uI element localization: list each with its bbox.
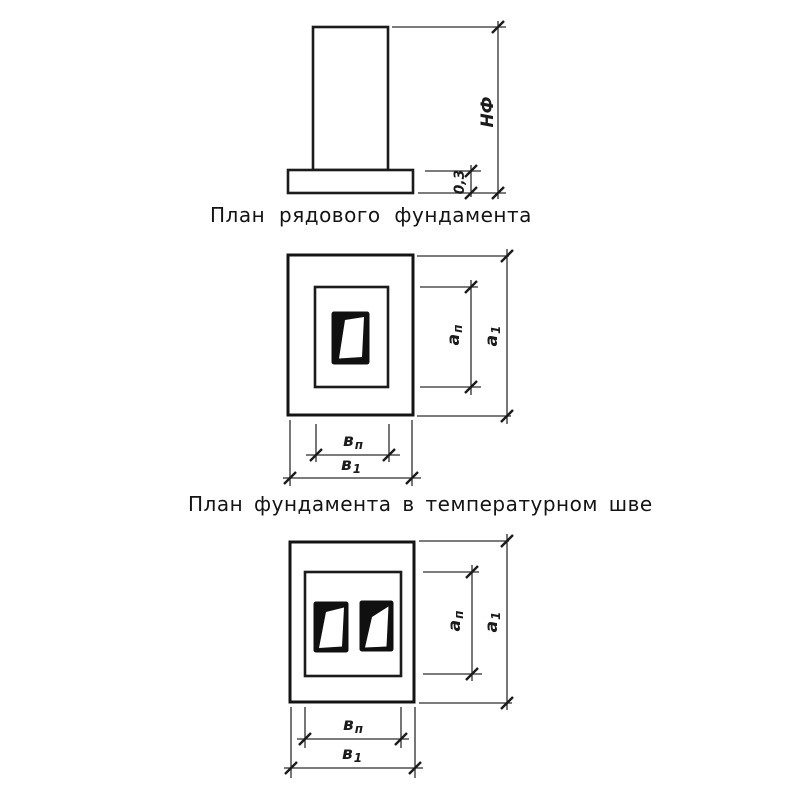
dim-text: а xyxy=(482,620,502,633)
dim-label-an xyxy=(444,305,464,365)
dim-subscript: 1 xyxy=(352,462,362,476)
dim-label-slab-height xyxy=(452,159,468,205)
dim-label-b1 xyxy=(321,455,381,475)
dim-text: в xyxy=(342,431,354,451)
dim-text: а xyxy=(482,334,502,347)
dim-label-an xyxy=(445,591,465,651)
dim-text: а xyxy=(445,619,465,632)
dim-subscript: п xyxy=(354,438,364,452)
dim-subscript: 1 xyxy=(489,325,503,334)
dim-text: в xyxy=(341,744,353,764)
dim-label-a1 xyxy=(482,592,502,652)
elevation-view xyxy=(288,21,506,199)
dim-label-bn xyxy=(323,431,383,451)
plan-joint-title: План фундамента в температурном шве xyxy=(188,492,653,516)
plan-row-title: План рядового фундамента xyxy=(210,203,532,227)
dim-text: НФ xyxy=(478,96,498,128)
dim-label-a1 xyxy=(482,306,502,366)
column-outline xyxy=(313,27,388,170)
plan-row-view xyxy=(283,249,513,486)
dim-text: а xyxy=(444,333,464,346)
dim-subscript: п xyxy=(354,722,364,736)
dim-label-b1 xyxy=(322,744,382,764)
plan-joint-view xyxy=(284,534,513,778)
dim-text: в xyxy=(340,455,352,475)
dim-label-bn xyxy=(323,715,383,735)
dim-subscript: 1 xyxy=(489,611,503,620)
dim-label-foundation-height xyxy=(478,82,498,142)
footing-outline xyxy=(288,170,413,193)
dim-subscript: п xyxy=(452,610,466,619)
dim-subscript: п xyxy=(451,324,465,333)
dim-subscript: 1 xyxy=(353,751,363,765)
dim-text: 0,3 xyxy=(452,169,468,195)
dim-text: в xyxy=(342,715,354,735)
